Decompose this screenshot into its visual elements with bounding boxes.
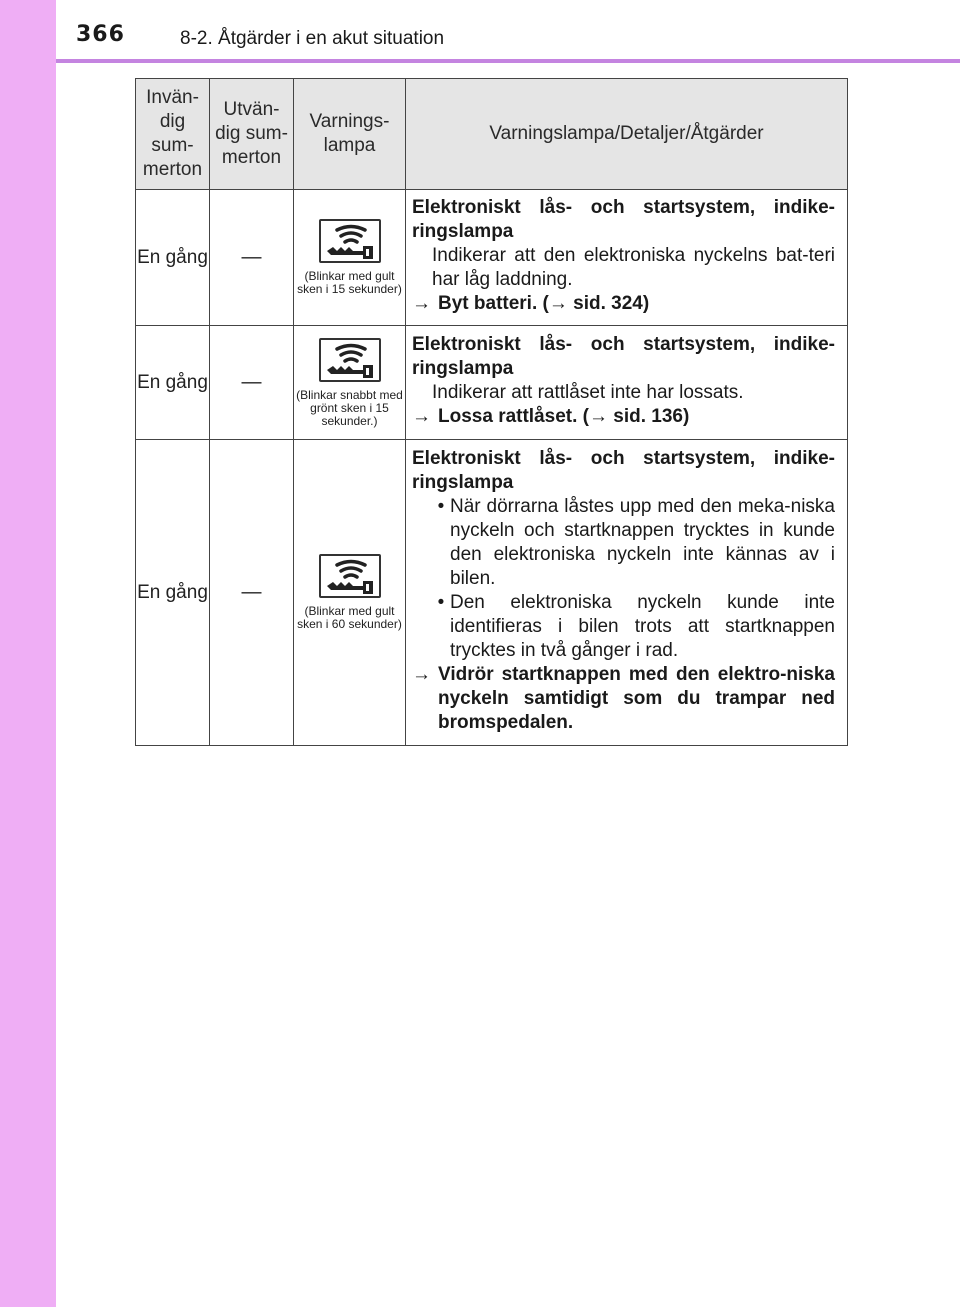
table-header-row: [136, 79, 848, 190]
smart-key-indicator-icon: [319, 338, 381, 382]
warning-lamp-cell: [294, 326, 406, 440]
column-header-inside-buzzer: Invän-dig sum-merton: [136, 79, 210, 190]
table-row: [136, 326, 848, 440]
inside-buzzer-cell: En gång: [136, 326, 210, 440]
arrow-right-icon: →: [412, 292, 431, 314]
list-item: [432, 495, 835, 591]
bullet-marker: •: [437, 495, 445, 517]
detail-action: [412, 405, 835, 429]
column-header-warning-lamp: Varnings-lampa: [294, 79, 406, 190]
table-row: [136, 440, 848, 746]
action-text: Vidrör startknappen med den elektro-niska nyckeln samtidigt som du trampar ned bromspedalen.: [438, 663, 835, 733]
section-title: 8-2. Åtgärder i en akut situation: [180, 28, 445, 49]
detail-title: Elektroniskt lås- och startsystem, indike-ringslampa: [412, 196, 835, 242]
action-text: Byt batteri. (→ sid. 324): [438, 292, 650, 314]
list-item: [432, 591, 835, 663]
inside-buzzer-cell: En gång: [136, 440, 210, 746]
lamp-caption: (Blinkar snabbt med grönt sken i 15 sekunder.): [296, 387, 403, 428]
warning-lamp-cell: [294, 440, 406, 746]
detail-title: Elektroniskt lås- och startsystem, indike-ringslampa: [412, 333, 835, 379]
bullet-marker: •: [437, 591, 445, 613]
smart-key-indicator-icon: [319, 219, 381, 263]
action-text: Lossa rattlåset. (→ sid. 136): [438, 405, 690, 427]
arrow-right-icon: →: [412, 663, 431, 685]
side-color-band: [0, 0, 56, 1307]
detail-action: [412, 292, 835, 316]
detail-title: Elektroniskt lås- och startsystem, indike-ringslampa: [412, 447, 835, 493]
warning-lamp-cell: [294, 190, 406, 326]
outside-buzzer-cell: —: [210, 190, 294, 326]
header-rule: [56, 59, 960, 63]
details-cell: [406, 190, 848, 326]
lamp-caption: (Blinkar med gult sken i 60 sekunder): [297, 604, 402, 631]
lamp-caption: (Blinkar med gult sken i 15 sekunder): [297, 269, 402, 296]
arrow-right-icon: →: [412, 405, 431, 427]
warning-table: [135, 78, 848, 746]
details-cell: [406, 440, 848, 746]
table-row: [136, 190, 848, 326]
details-cell: [406, 326, 848, 440]
detail-description: Indikerar att den elektroniska nyckelns bat-teri har låg laddning.: [432, 244, 835, 290]
column-header-details: Varningslampa/Detaljer/Åtgärder: [406, 79, 848, 190]
page-number: 366: [76, 22, 125, 47]
bullet-text: När dörrarna låstes upp med den meka-niska nyckeln och startknappen trycktes in kunde den elektroniska nyckeln inte kännas av i bilen.: [450, 495, 835, 589]
bullet-text: Den elektroniska nyckeln kunde inte identifieras i bilen trots att startknappen trycktes in två gånger i rad.: [450, 591, 835, 661]
detail-description: Indikerar att rattlåset inte har lossats.: [432, 381, 744, 403]
outside-buzzer-cell: —: [210, 326, 294, 440]
inside-buzzer-cell: En gång: [136, 190, 210, 326]
detail-action: [412, 663, 835, 735]
detail-bullet-list: [412, 495, 835, 663]
smart-key-indicator-icon: [319, 554, 381, 598]
column-header-outside-buzzer: Utvän-dig sum-merton: [210, 79, 294, 190]
outside-buzzer-cell: —: [210, 440, 294, 746]
